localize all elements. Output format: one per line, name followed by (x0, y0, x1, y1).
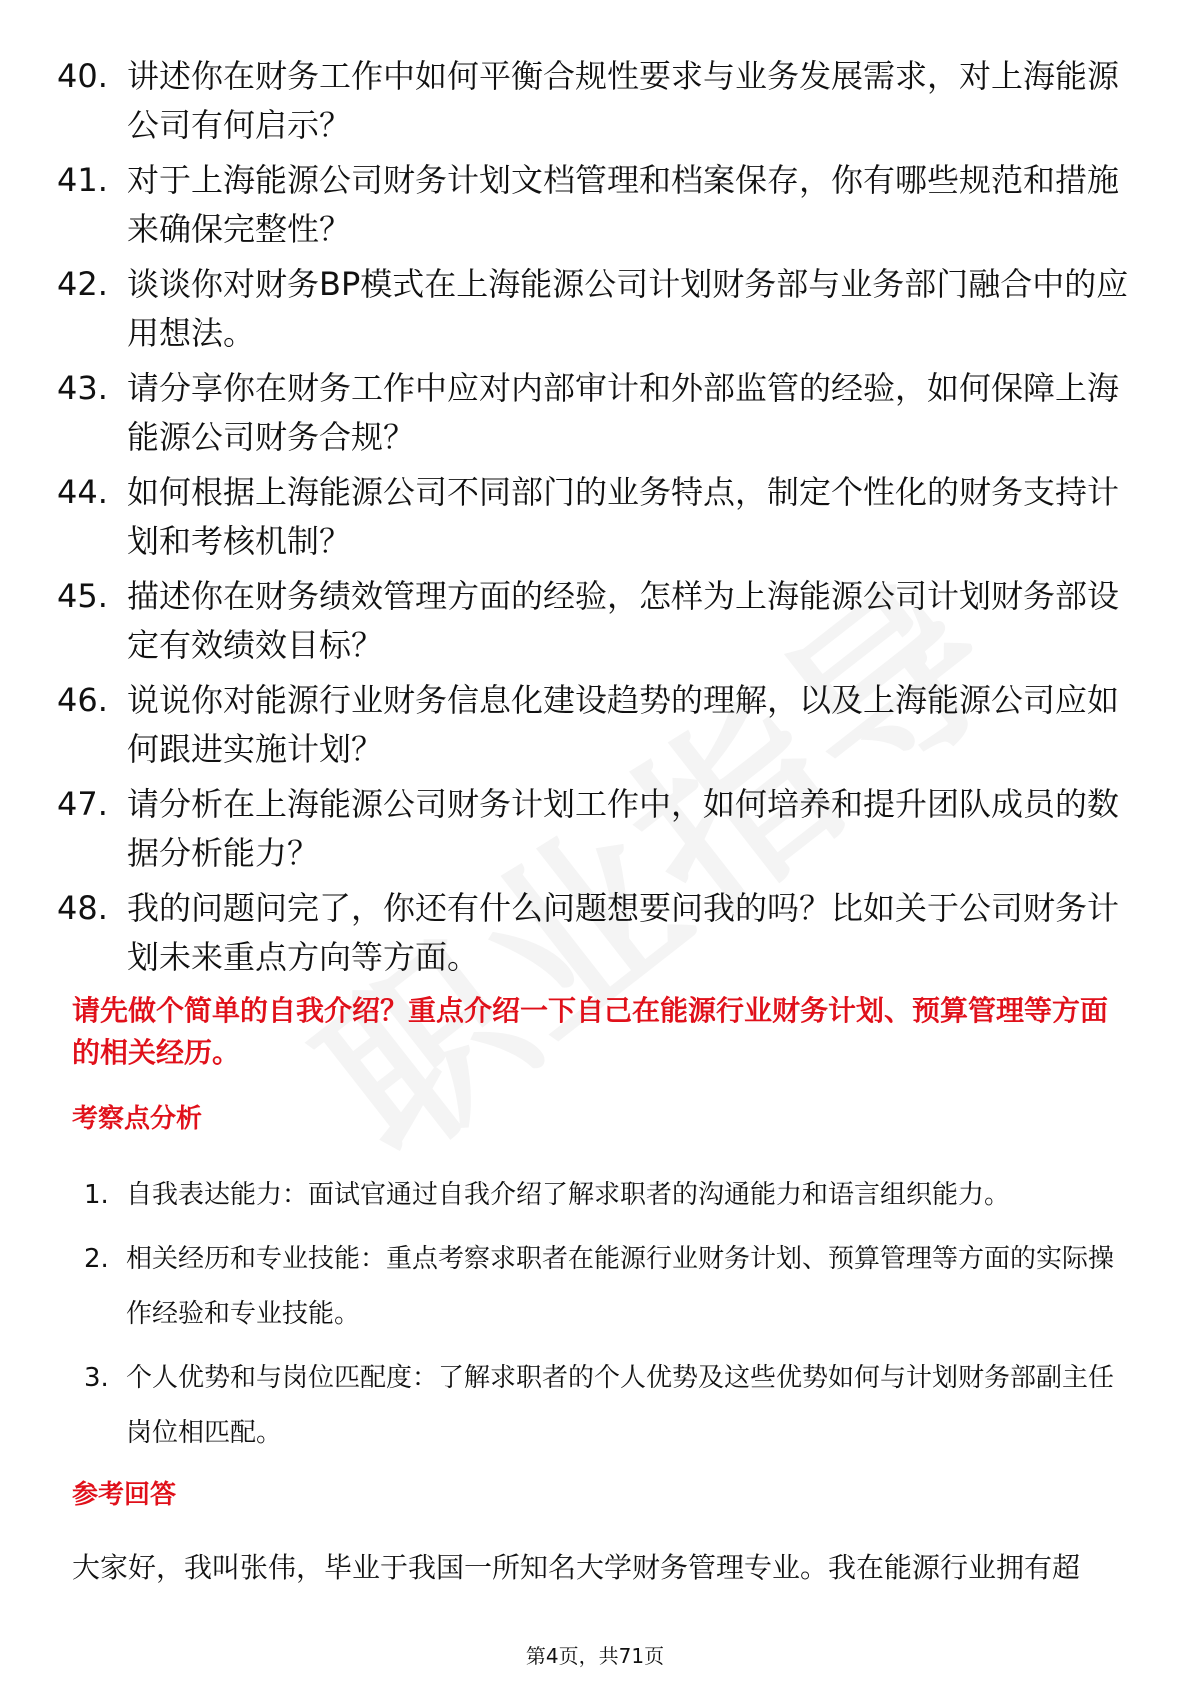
highlight-question: 请先做个简单的自我介绍？重点介绍一下自己在能源行业财务计划、预算管理等方面的相关经历。 (72, 994, 1109, 1069)
question-number: 48. (57, 889, 108, 927)
question-text: 如何根据上海能源公司不同部门的业务特点，制定个性化的财务支持计划和考核机制？ (127, 473, 1120, 560)
question-number: 42. (57, 265, 108, 303)
question-list (57, 52, 1137, 988)
list-item (57, 676, 1137, 774)
question-number: 46. (57, 681, 108, 719)
question-number: 44. (57, 473, 108, 511)
question-text: 描述你在财务绩效管理方面的经验，怎样为上海能源公司计划财务部设定有效绩效目标？ (127, 577, 1120, 664)
question-number: 47. (57, 785, 108, 823)
question-number: 40. (57, 57, 108, 95)
list-item (57, 52, 1137, 150)
list-item (57, 364, 1137, 462)
analysis-text: 个人优势和与岗位匹配度：了解求职者的个人优势及这些优势如何与计划财务部副主任岗位相匹配。 (126, 1363, 1115, 1448)
list-item (57, 260, 1137, 358)
question-number: 45. (57, 577, 108, 615)
list-item (84, 1168, 1124, 1223)
analysis-number: 2. (84, 1244, 109, 1274)
list-item (57, 468, 1137, 566)
analysis-number: 3. (84, 1363, 109, 1393)
question-number: 43. (57, 369, 108, 407)
list-item (57, 884, 1137, 982)
analysis-text: 自我表达能力：面试官通过自我介绍了解求职者的沟通能力和语言组织能力。 (126, 1180, 1011, 1210)
list-item (84, 1351, 1124, 1461)
list-item (57, 572, 1137, 670)
analysis-text: 相关经历和专业技能：重点考察求职者在能源行业财务计划、预算管理等方面的实际操作经验和专业技能。 (126, 1244, 1115, 1329)
list-item (57, 780, 1137, 878)
list-item (84, 1232, 1124, 1342)
analysis-list (84, 1168, 1124, 1470)
question-text: 对于上海能源公司财务计划文档管理和档案保存，你有哪些规范和措施来确保完整性？ (127, 161, 1120, 248)
question-text: 讲述你在财务工作中如何平衡合规性要求与业务发展需求，对上海能源公司有何启示？ (127, 57, 1120, 144)
question-text: 请分析在上海能源公司财务计划工作中，如何培养和提升团队成员的数据分析能力？ (127, 785, 1120, 872)
answer-heading: 参考回答 (72, 1480, 177, 1510)
list-item (57, 156, 1137, 254)
answer-text: 大家好，我叫张伟，毕业于我国一所知名大学财务管理专业。我在能源行业拥有超 (72, 1551, 1081, 1584)
question-text: 请分享你在财务工作中应对内部审计和外部监管的经验，如何保障上海能源公司财务合规？ (127, 369, 1120, 456)
question-text: 我的问题问完了，你还有什么问题想要问我的吗？比如关于公司财务计划未来重点方向等方面。 (127, 889, 1120, 976)
question-text: 说说你对能源行业财务信息化建设趋势的理解，以及上海能源公司应如何跟进实施计划？ (127, 681, 1120, 768)
question-number: 41. (57, 161, 108, 199)
analysis-heading: 考察点分析 (72, 1104, 203, 1134)
question-text: 谈谈你对财务BP模式在上海能源公司计划财务部与业务部门融合中的应用想法。 (127, 265, 1129, 352)
analysis-number: 1. (84, 1180, 109, 1210)
page-footer: 第4页，共71页 (525, 1644, 665, 1668)
